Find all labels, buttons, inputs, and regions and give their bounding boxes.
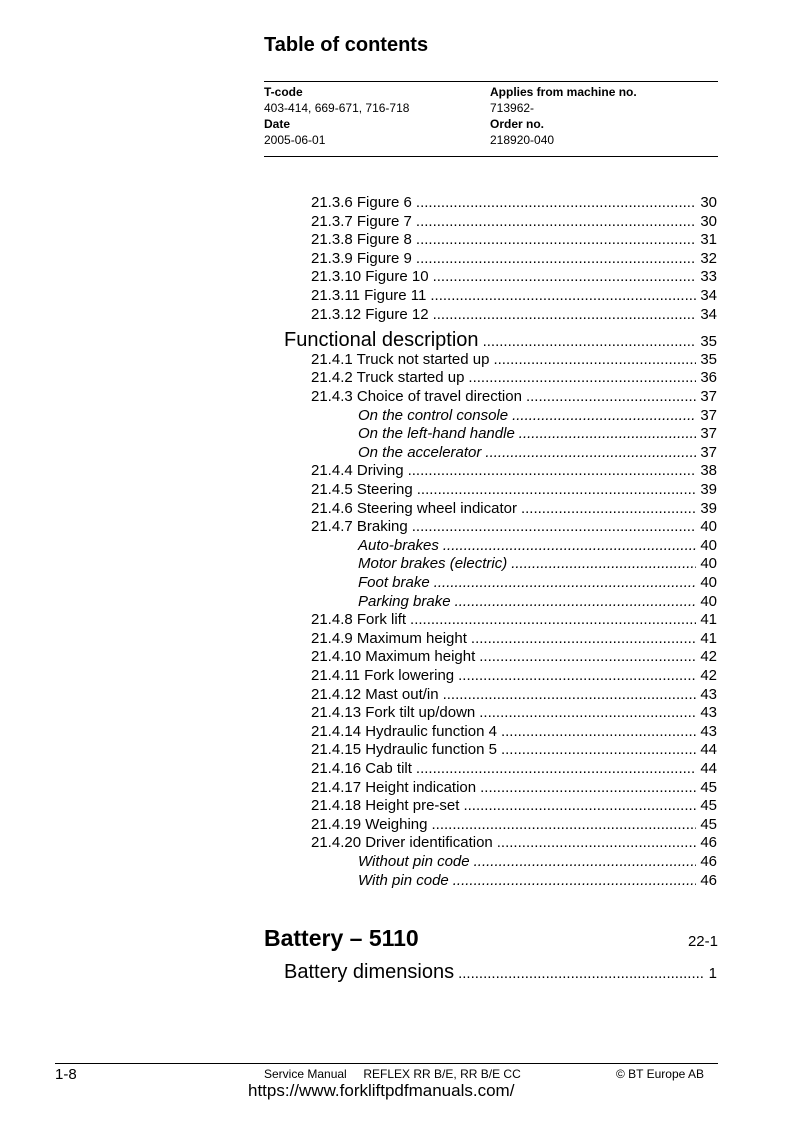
footer-manual-title: Service Manual REFLEX RR B/E, RR B/E CC <box>264 1067 521 1081</box>
toc-entry-text: 21.3.10 Figure 10 <box>311 268 429 286</box>
toc-entry-page: 40 <box>700 592 717 610</box>
toc-entry-page: 45 <box>700 797 717 815</box>
toc-entry-text: 21.4.4 Driving <box>311 462 404 480</box>
toc-entry-page: 32 <box>700 249 717 267</box>
footer-rule <box>55 1063 718 1064</box>
toc-dot-leader <box>434 574 697 591</box>
toc-entry[interactable] <box>311 797 717 816</box>
toc-entry-text: On the accelerator <box>358 443 482 461</box>
toc-entry[interactable] <box>358 444 717 463</box>
toc-dot-leader <box>511 555 696 572</box>
toc-entry-text: 21.3.12 Figure 12 <box>311 305 429 323</box>
toc-entry[interactable] <box>358 574 717 593</box>
tcode-label: T-code <box>264 85 303 99</box>
toc-entry-text: Auto-brakes <box>358 536 439 554</box>
toc-dot-leader <box>493 351 696 368</box>
toc-dot-leader <box>479 704 696 721</box>
toc-dot-leader <box>416 250 696 267</box>
toc-entry-text: 21.3.7 Figure 7 <box>311 212 412 230</box>
toc-dot-leader <box>479 648 696 665</box>
toc-entry-page: 30 <box>700 194 717 211</box>
toc-entry[interactable] <box>311 741 717 760</box>
toc-entry-page: 34 <box>700 305 717 323</box>
toc-entry-page: 35 <box>700 333 717 351</box>
toc-entry-page: 36 <box>700 369 717 387</box>
toc-entry-text: On the control console <box>358 406 509 424</box>
toc-entry[interactable] <box>358 853 717 872</box>
toc-entry-page: 1 <box>708 965 717 982</box>
toc-entry-text: 21.4.18 Height pre-set <box>311 797 460 815</box>
toc-dot-leader <box>417 481 697 498</box>
footer-url[interactable]: https://www.forkliftpdfmanuals.com/ <box>248 1081 515 1100</box>
toc-dot-leader <box>471 630 696 647</box>
toc-entry[interactable] <box>311 630 717 649</box>
toc-dot-leader <box>412 518 697 535</box>
toc-entry[interactable] <box>311 462 717 481</box>
toc-dot-leader <box>468 369 696 386</box>
toc-entry-text: 21.3.8 Figure 8 <box>311 231 412 249</box>
toc-entry[interactable] <box>358 872 717 891</box>
toc-entry-text: 21.3.11 Figure 11 <box>311 287 427 304</box>
toc-entry[interactable] <box>311 518 717 537</box>
toc-entry[interactable] <box>311 287 717 306</box>
toc-entry[interactable] <box>311 250 717 269</box>
toc-entry-page: 42 <box>700 648 717 666</box>
toc-entry-text: Motor brakes (electric) <box>358 555 508 573</box>
toc-entry-page: 46 <box>700 834 717 852</box>
toc-dot-leader <box>519 425 697 442</box>
toc-entry-text: 21.4.5 Steering <box>311 480 413 498</box>
toc-entry[interactable] <box>311 686 717 705</box>
toc-entry-text: 21.4.19 Weighing <box>311 815 428 833</box>
toc-entry-page: 40 <box>700 573 717 591</box>
toc-entry-page: 33 <box>700 268 717 286</box>
toc-entry-text: 21.3.9 Figure 9 <box>311 249 412 267</box>
toc-dot-leader <box>512 407 696 424</box>
toc-entry-page: 44 <box>700 741 717 759</box>
toc-entry-page: 31 <box>700 231 717 249</box>
toc-entry[interactable] <box>311 231 717 250</box>
toc-entry-page: 39 <box>700 499 717 517</box>
chapter-title: Battery – 5110 <box>264 925 419 951</box>
toc-dot-leader <box>416 194 696 211</box>
toc-entry[interactable] <box>311 213 717 232</box>
toc-entry-text: 21.4.16 Cab tilt <box>311 759 412 777</box>
toc-entry[interactable] <box>311 648 717 667</box>
toc-entry-text: With pin code <box>358 871 449 889</box>
toc-entry-page: 40 <box>700 555 717 573</box>
chapter-heading[interactable] <box>264 925 718 952</box>
toc-entry-text: Functional description <box>284 329 479 352</box>
toc-entry[interactable] <box>311 306 717 325</box>
toc-entry[interactable] <box>358 555 717 574</box>
toc-entry-page: 45 <box>700 778 717 796</box>
toc-entry[interactable] <box>311 611 717 630</box>
toc-entry[interactable] <box>311 704 717 723</box>
toc-dot-leader <box>433 268 697 285</box>
toc-dot-leader <box>430 287 696 304</box>
toc-entry[interactable] <box>311 500 717 519</box>
toc-entry[interactable] <box>358 593 717 612</box>
page-title: Table of contents <box>264 34 429 56</box>
footer-page-number: 1-8 <box>55 1066 77 1083</box>
toc-entry[interactable] <box>311 194 717 213</box>
toc-entry-text: 21.4.9 Maximum height <box>311 629 467 647</box>
toc-dot-leader <box>410 611 696 628</box>
toc-entry-page: 30 <box>700 212 717 230</box>
toc-entry-page: 46 <box>700 871 717 889</box>
toc-entry-page: 43 <box>700 685 717 703</box>
chapter-page: 22-1 <box>687 933 718 950</box>
order-value: 218920-040 <box>490 133 555 147</box>
toc-entry-text: 21.4.20 Driver identification <box>311 834 493 852</box>
toc-entry-page: 41 <box>700 629 717 647</box>
toc-dot-leader <box>416 231 696 248</box>
toc-entry-text: 21.4.10 Maximum height <box>311 648 476 666</box>
toc-entry-text: 21.4.7 Braking <box>311 518 408 536</box>
toc-entry-page: 43 <box>700 722 717 740</box>
toc-dot-leader <box>458 667 696 684</box>
toc-entry-text: 21.4.17 Height indication <box>311 778 477 796</box>
toc-dot-leader <box>474 853 697 870</box>
toc-entry[interactable] <box>358 407 717 426</box>
toc-entry[interactable] <box>358 537 717 556</box>
toc-entry-page: 43 <box>700 704 717 722</box>
toc-entry-page: 46 <box>700 852 717 870</box>
toc-entry-text: 21.4.12 Mast out/in <box>311 685 439 703</box>
toc-entry-text: 21.4.1 Truck not started up <box>311 350 490 368</box>
toc-entry-page: 40 <box>700 536 717 554</box>
toc-entry[interactable] <box>311 816 717 835</box>
toc-dot-leader <box>485 444 696 461</box>
toc-entry-page: 44 <box>700 759 717 777</box>
toc-dot-leader <box>431 816 696 833</box>
toc-entry[interactable] <box>311 723 717 742</box>
toc-entry-text: Parking brake <box>358 592 451 610</box>
toc-dot-leader <box>408 462 697 479</box>
date-label: Date <box>264 117 291 131</box>
toc-entry-text: Foot brake <box>358 573 430 591</box>
toc-entry[interactable] <box>311 388 717 407</box>
toc-entry-page: 34 <box>700 287 717 304</box>
toc-entry-text: Without pin code <box>358 852 470 870</box>
toc-entry-text: 21.4.8 Fork lift <box>311 611 407 629</box>
toc-dot-leader <box>433 306 697 323</box>
toc-entry-page: 42 <box>700 666 717 684</box>
toc-entry[interactable] <box>311 351 717 370</box>
toc-dot-leader <box>443 686 697 703</box>
toc-entry[interactable] <box>311 834 717 853</box>
toc-dot-leader <box>480 779 696 796</box>
toc-entry[interactable] <box>311 268 717 287</box>
toc-entry-page: 41 <box>700 611 717 629</box>
toc-entry[interactable] <box>311 369 717 388</box>
toc-entry-text: 21.4.14 Hydraulic function 4 <box>311 722 497 740</box>
toc-dot-leader <box>501 723 696 740</box>
toc-entry[interactable] <box>311 760 717 779</box>
toc-entry-page: 35 <box>700 350 717 368</box>
toc-dot-leader <box>483 333 697 350</box>
applies-value: 713962- <box>490 101 535 115</box>
toc-dot-leader <box>458 965 705 982</box>
toc-entry-page: 37 <box>700 443 717 461</box>
toc-dot-leader <box>526 388 696 405</box>
toc-entry-text: 21.4.13 Fork tilt up/down <box>311 704 476 722</box>
toc-entry[interactable] <box>358 425 717 444</box>
toc-entry-page: 39 <box>700 480 717 498</box>
toc-entry-battery-dimensions[interactable] <box>284 961 717 985</box>
toc-entry-page: 38 <box>700 462 717 480</box>
toc-dot-leader <box>416 760 696 777</box>
footer-copyright: © BT Europe AB <box>616 1067 705 1081</box>
order-label: Order no. <box>490 117 545 131</box>
date-value: 2005-06-01 <box>264 133 326 147</box>
toc-dot-leader <box>501 741 696 758</box>
toc-entry-page: 37 <box>700 425 717 443</box>
tcode-value: 403-414, 669-671, 716-718 <box>264 101 410 115</box>
toc-entry-page: 40 <box>700 518 717 536</box>
toc-dot-leader <box>416 213 696 230</box>
toc-dot-leader <box>497 834 697 851</box>
toc-entry-text: 21.4.15 Hydraulic function 5 <box>311 741 497 759</box>
toc-entry[interactable] <box>311 481 717 500</box>
toc-entry-text: 21.4.11 Fork lowering <box>311 666 455 684</box>
applies-label: Applies from machine no. <box>490 85 637 99</box>
toc-entry[interactable] <box>311 779 717 798</box>
toc-entry[interactable] <box>311 667 717 686</box>
toc-entry-text: Battery dimensions <box>284 961 455 983</box>
toc-entry-page: 45 <box>700 815 717 833</box>
toc-entry-page: 37 <box>700 406 717 424</box>
toc-dot-leader <box>455 593 697 610</box>
toc-entry-text: 21.4.6 Steering wheel indicator <box>311 499 517 517</box>
toc-entry-text: 21.4.2 Truck started up <box>311 369 465 387</box>
toc-entry-text: On the left-hand handle <box>358 425 515 443</box>
toc-entry-page: 37 <box>700 387 717 405</box>
toc-dot-leader <box>521 500 696 517</box>
toc-entry-text: 21.3.6 Figure 6 <box>311 194 412 211</box>
toc-dot-leader <box>453 872 697 889</box>
toc-entry-text: 21.4.3 Choice of travel direction <box>311 387 522 405</box>
toc-dot-leader <box>443 537 696 554</box>
toc-dot-leader <box>463 797 696 814</box>
toc-entry[interactable] <box>284 329 717 353</box>
